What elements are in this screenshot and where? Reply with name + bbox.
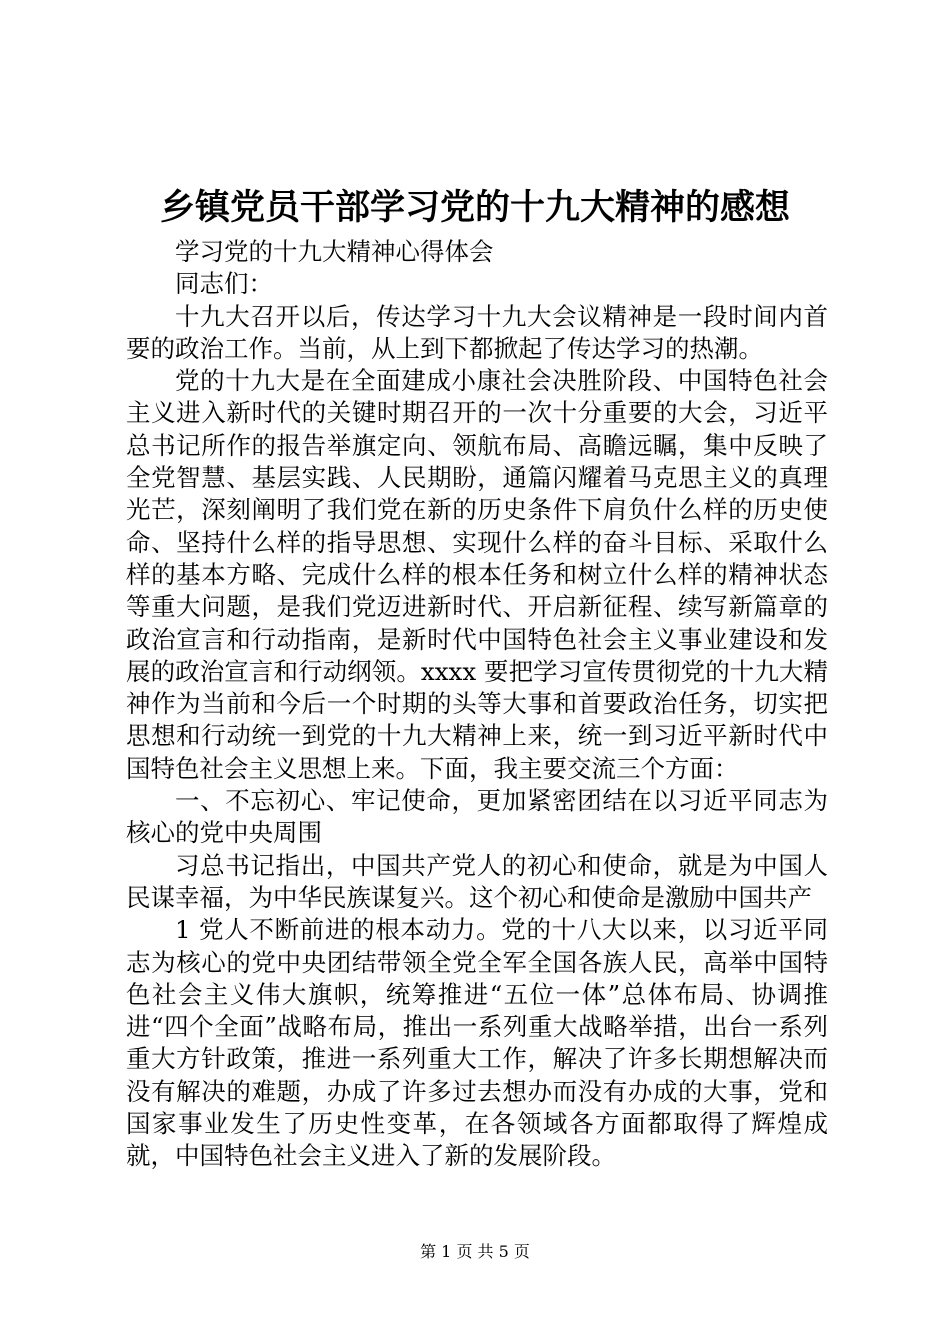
body-paragraph: 党的十九大是在全面建成小康社会决胜阶段、中国特色社会主义进入新时代的关键时期召开的一次十分重要的大会，习近平总书记所作的报告举旗定向、领航布局、高瞻远瞩，集中反映了全党智慧、基层实践、人民期盼，通篇闪耀着马克思主义的真理光芒，深刻阐明了我们党在新的历史条件下肩负什么样的历史使命、坚持什么样的指导思想、实现什么样的奋斗目标、采取什么样的基本方略、完成什么样的根本任务和树立什么样的精神状态等重大问题，是我们党迈进新时代、开启新征程、续写新篇章的政治宣言和行动指南，是新时代中国特色社会主义事业建设和发展的政治宣言和行动纲领。xxxx 要把学习宣传贯彻党的十九大精神作为当前和今后一个时期的头等大事和首要政治任务，切实把思想和行动统一到党的十九大精神上来，统一到习近平新时代中国特色社会主义思想上来。下面，我主要交流三个方面：	[126, 366, 828, 783]
body-paragraph: 习总书记指出，中国共产党人的初心和使命，就是为中国人民谋幸福，为中华民族谋复兴。这个初心和使命是激励中国共产	[126, 850, 828, 912]
section-heading-paragraph: 一、不忘初心、牢记使命，更加紧密团结在以习近平同志为核心的党中央周围	[126, 786, 828, 848]
document-body	[126, 236, 828, 1173]
body-paragraph: 1 党人不断前进的根本动力。党的十八大以来，以习近平同志为核心的党中央团结带领全党全军全国各族人民，高举中国特色社会主义伟大旗帜，统筹推进“五位一体”总体布局、协调推进“四个全面”战略布局，推出一系列重大战略举措，出台一系列重大方针政策，推进一系列重大工作，解决了许多长期想解决而没有解决的难题，办成了许多过去想办而没有办成的大事，党和国家事业发生了历史性变革，在各领域各方面都取得了辉煌成就，中国特色社会主义进入了新的发展阶段。	[126, 915, 828, 1171]
body-paragraph: 十九大召开以后，传达学习十九大会议精神是一段时间内首要的政治工作。当前，从上到下都掀起了传达学习的热潮。	[126, 301, 828, 363]
subtitle-paragraph: 学习党的十九大精神心得体会	[175, 237, 494, 266]
document-title: 乡镇党员干部学习党的十九大精神的感想	[159, 188, 790, 228]
page-footer: 第 1 页 共 5 页	[420, 1242, 530, 1261]
salutation-paragraph: 同志们：	[175, 269, 273, 299]
